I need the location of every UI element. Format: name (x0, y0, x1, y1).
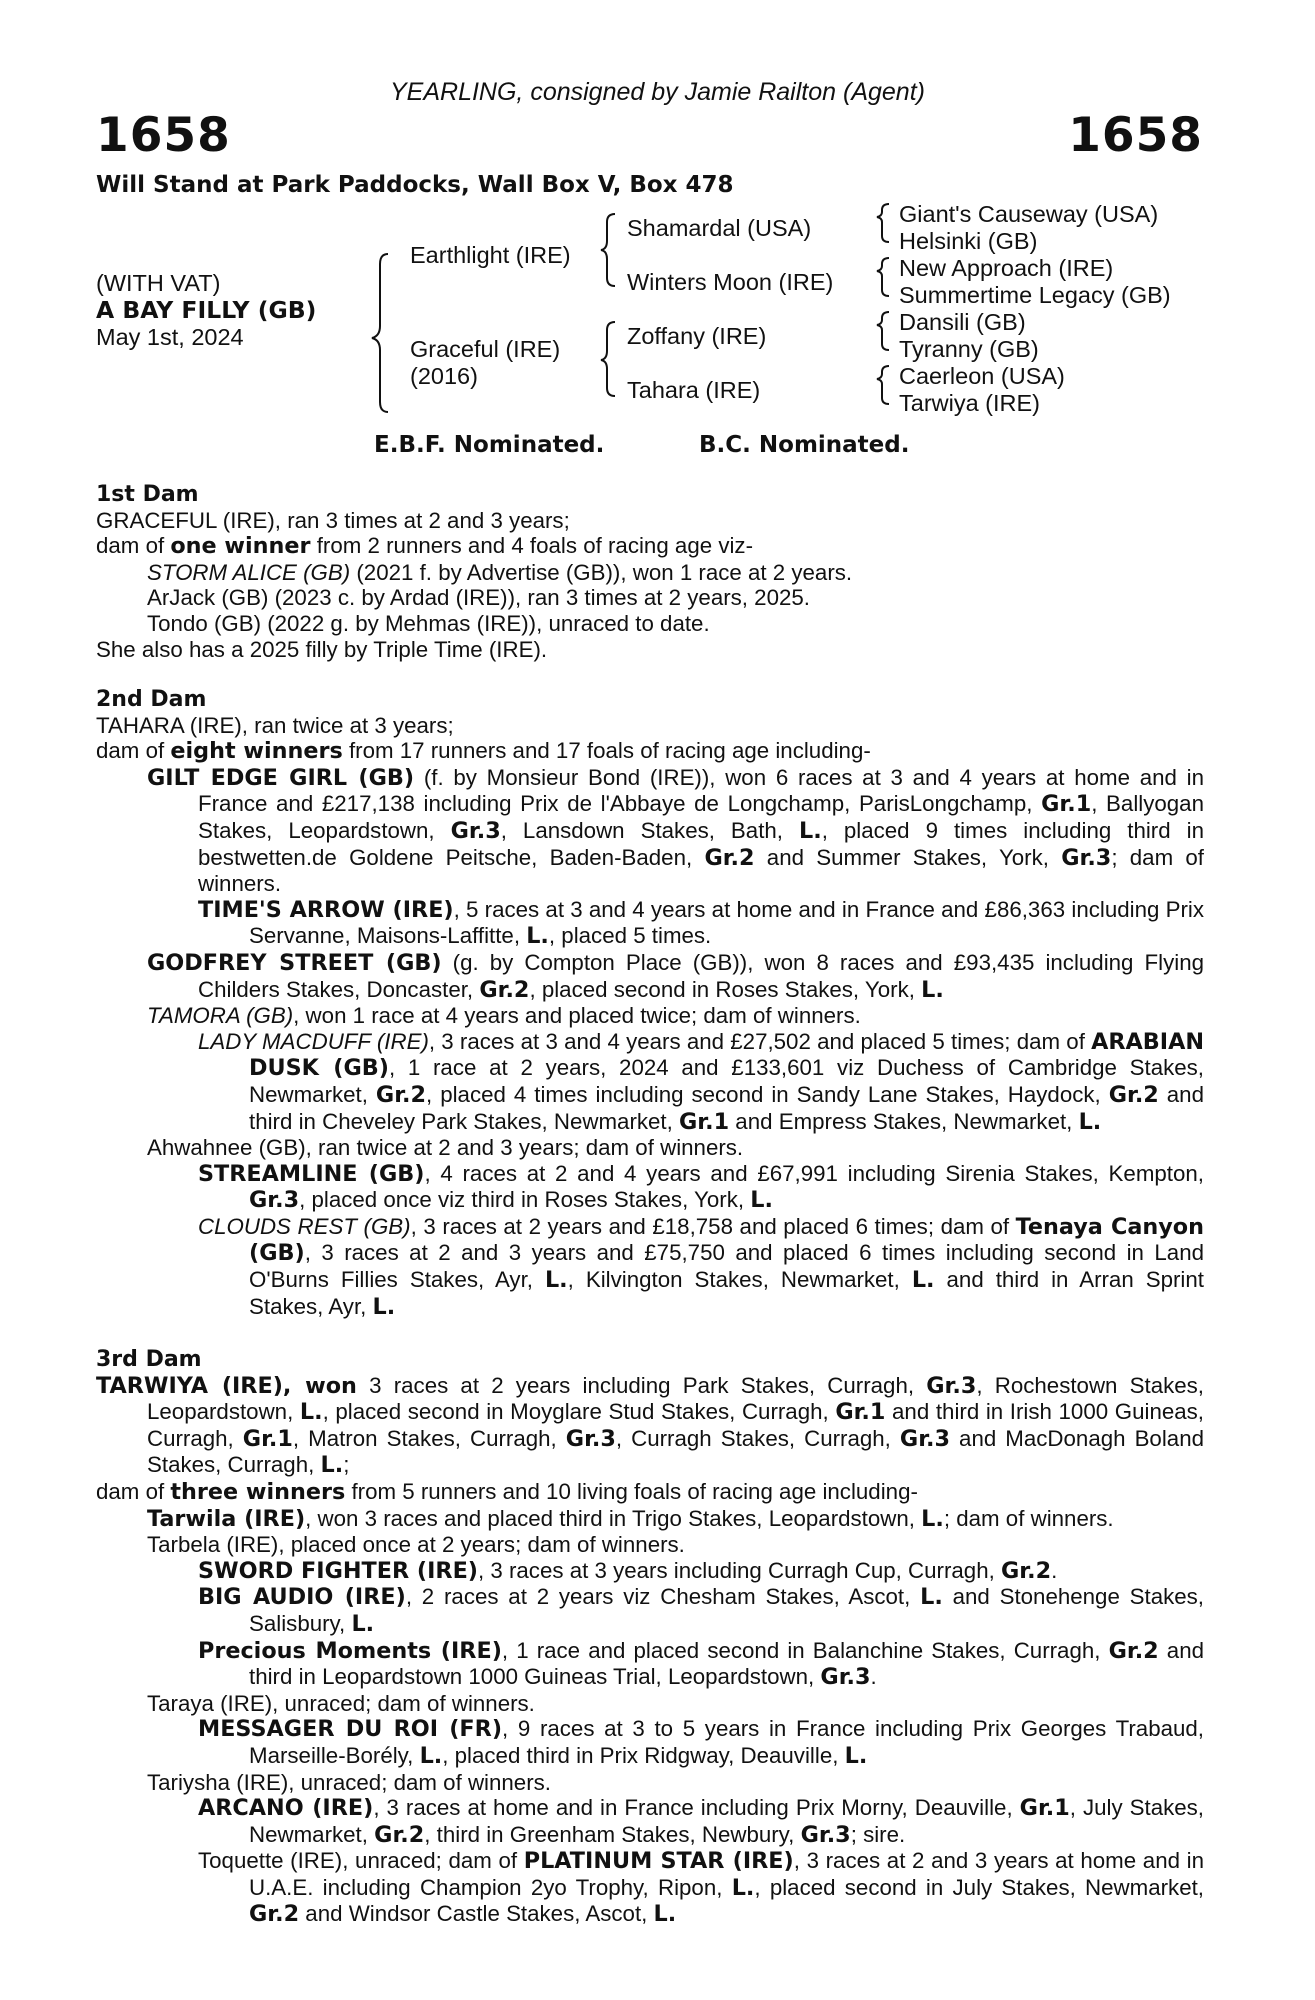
second-dam-line: TAHARA (IRE), ran twice at 3 years; (96, 712, 454, 738)
ebf-nomination: E.B.F. Nominated. (374, 432, 605, 458)
first-dam-section (96, 482, 1204, 662)
first-dam-title: 1st Dam (96, 482, 199, 507)
vat-note: (WITH VAT) (96, 270, 221, 296)
ancestor-4: Summertime Legacy (GB) (899, 282, 1171, 308)
produce-entry: GILT EDGE GIRL (GB) (f. by Monsieur Bond (IRE)), won 6 races at 3 and 4 years at home and in France and £217,138 including Prix de l'Abbaye de Longchamp, ParisLongchamp, Gr.1, Ballyogan Stakes, Leopardstown, Gr.3, Lansdown Stakes, Bath, L., placed 9 times including third in bestwetten.de Goldene Peitsche, Baden-Baden, Gr.2 and Summer Stakes, York, Gr.3; dam of winners. (147, 764, 1204, 897)
ancestor-7: Caerleon (USA) (899, 363, 1065, 389)
ancestor-2: Helsinki (GB) (899, 228, 1038, 254)
dam-name: Graceful (IRE) (410, 336, 561, 362)
first-dam-note: She also has a 2025 filly by Triple Time (IRE). (96, 636, 548, 662)
produce-entry: SWORD FIGHTER (IRE), 3 races at 3 years including Curragh Cup, Curragh, Gr.2. (198, 1557, 1058, 1584)
stand-location: Will Stand at Park Paddocks, Wall Box V, Box 478 (96, 172, 734, 198)
sire-dam: Winters Moon (IRE) (627, 269, 834, 295)
bc-nomination: B.C. Nominated. (699, 432, 910, 458)
third-dam-title: 3rd Dam (96, 1347, 202, 1372)
dam-sire: Zoffany (IRE) (627, 323, 767, 349)
third-dam-produce-summary: dam of three winners from 5 runners and 10 living foals of racing age including- (96, 1478, 918, 1505)
sire-name: Earthlight (IRE) (410, 242, 571, 268)
produce-entry: Taraya (IRE), unraced; dam of winners. (147, 1690, 535, 1716)
produce-entry: Precious Moments (IRE), 1 race and placed second in Balanchine Stakes, Curragh, Gr.2 and third in Leopardstown 1000 Guineas Trial, Leopardstown, Gr.3. (198, 1637, 1204, 1691)
ancestor-5: Dansili (GB) (899, 309, 1026, 335)
produce-entry: Tondo (GB) (2022 g. by Mehmas (IRE)), unraced to date. (147, 610, 710, 636)
produce-entry: ARCANO (IRE), 3 races at home and in France including Prix Morny, Deauville, Gr.1, July Stakes, Newmarket, Gr.2, third in Greenham Stakes, Newbury, Gr.3; sire. (198, 1795, 1204, 1848)
third-dam-line: TARWIYA (IRE), won 3 races at 2 years including Park Stakes, Curragh, Gr.3, Rochestown Stakes, Leopardstown, L., placed second in Moyglare Stud Stakes, Curragh, Gr.1 and third in Irish 1000 Guineas, Curragh, Gr.1, Matron Stakes, Curragh, Gr.3, Curragh Stakes, Curragh, Gr.3 and MacDonagh Boland Stakes, Curragh, L.; (96, 1372, 1204, 1479)
produce-entry: STREAMLINE (GB), 4 races at 2 and 4 years and £67,991 including Sirenia Stakes, Kempton, Gr.3, placed once viz third in Roses Stakes, York, L. (198, 1160, 1204, 1214)
produce-entry: Toquette (IRE), unraced; dam of PLATINUM STAR (IRE), 3 races at 2 and 3 years at home and in U.A.E. including Champion 2yo Trophy, Ripon, L., placed second in July Stakes, Newmarket, Gr.2 and Windsor Castle Stakes, Ascot, L. (198, 1848, 1204, 1928)
produce-entry: Tarwila (IRE), won 3 races and placed third in Trigo Stakes, Leopardstown, L.; dam of winners. (147, 1505, 1114, 1532)
ancestor-6: Tyranny (GB) (899, 336, 1039, 362)
produce-entry: MESSAGER DU ROI (FR), 9 races at 3 to 5 years in France including Prix Georges Trabaud, Marseille-Borély, L., placed third in Prix Ridgway, Deauville, L. (198, 1716, 1205, 1769)
first-dam-produce-summary: dam of one winner from 2 runners and 4 foals of racing age viz- (96, 533, 753, 560)
produce-entry: CLOUDS REST (GB), 3 races at 2 years and £18,758 and placed 6 times; dam of Tenaya Canyon (GB), 3 races at 2 and 3 years and £75,750 and placed 6 times including second in Land O'Burns Fillies Stakes, Ayr, L., Kilvington Stakes, Newmarket, L. and third in Arran Sprint Stakes, Ayr, L. (198, 1213, 1204, 1320)
produce-entry: Tariysha (IRE), unraced; dam of winners. (147, 1769, 551, 1795)
produce-entry: STORM ALICE (GB) (2021 f. by Advertise (GB)), won 1 race at 2 years. (147, 559, 853, 585)
consignment-line: YEARLING, consigned by Jamie Railton (Agent) (390, 78, 925, 106)
lot-number-right: 1658 (1068, 108, 1203, 163)
ancestor-1: Giant's Causeway (USA) (899, 201, 1159, 227)
first-dam-line: GRACEFUL (IRE), ran 3 times at 2 and 3 years; (96, 507, 570, 533)
ancestor-3: New Approach (IRE) (899, 255, 1114, 281)
produce-entry: Tarbela (IRE), placed once at 2 years; dam of winners. (147, 1532, 685, 1558)
produce-entry: Ahwahnee (GB), ran twice at 2 and 3 years; dam of winners. (147, 1135, 744, 1161)
ancestor-8: Tarwiya (IRE) (899, 390, 1041, 416)
horse-name: A BAY FILLY (GB) (96, 296, 317, 324)
foaling-date: May 1st, 2024 (96, 324, 244, 350)
produce-entry: GODFREY STREET (GB) (g. by Compton Place (GB)), won 8 races and £93,435 including Flying Childers Stakes, Doncaster, Gr.2, placed second in Roses Stakes, York, L. (147, 949, 1204, 1003)
produce-entry: LADY MACDUFF (IRE), 3 races at 3 and 4 years and £27,502 and placed 5 times; dam of ARABIAN DUSK (GB), 1 race at 2 years, 2024 and £133,601 viz Duchess of Cambridge Stakes, Newmarket, Gr.2, placed 4 times including second in Sandy Lane Stakes, Haydock, Gr.2 and third in Cheveley Park Stakes, Newmarket, Gr.1 and Empress Stakes, Newmarket, L. (198, 1028, 1205, 1135)
produce-entry: TAMORA (GB), won 1 race at 4 years and placed twice; dam of winners. (147, 1003, 861, 1029)
dam-dam: Tahara (IRE) (627, 377, 761, 403)
sire-sire: Shamardal (USA) (627, 215, 812, 241)
third-dam-section (96, 1347, 1204, 1928)
produce-entry: BIG AUDIO (IRE), 2 races at 2 years viz Chesham Stakes, Ascot, L. and Stonehenge Stakes, Salisbury, L. (198, 1584, 1204, 1637)
produce-entry: ArJack (GB) (2023 c. by Ardad (IRE)), ran 3 times at 2 years, 2025. (147, 585, 810, 611)
second-dam-title: 2nd Dam (96, 687, 207, 712)
produce-entry: TIME'S ARROW (IRE), 5 races at 3 and 4 years at home and in France and £86,363 including Prix Servanne, Maisons-Laffitte, L., placed 5 times. (198, 896, 1204, 950)
second-dam-produce-summary: dam of eight winners from 17 runners and 17 foals of racing age including- (96, 738, 871, 765)
lot-number-left: 1658 (96, 108, 231, 163)
dam-year: (2016) (410, 363, 478, 389)
second-dam-section (96, 687, 1204, 1320)
